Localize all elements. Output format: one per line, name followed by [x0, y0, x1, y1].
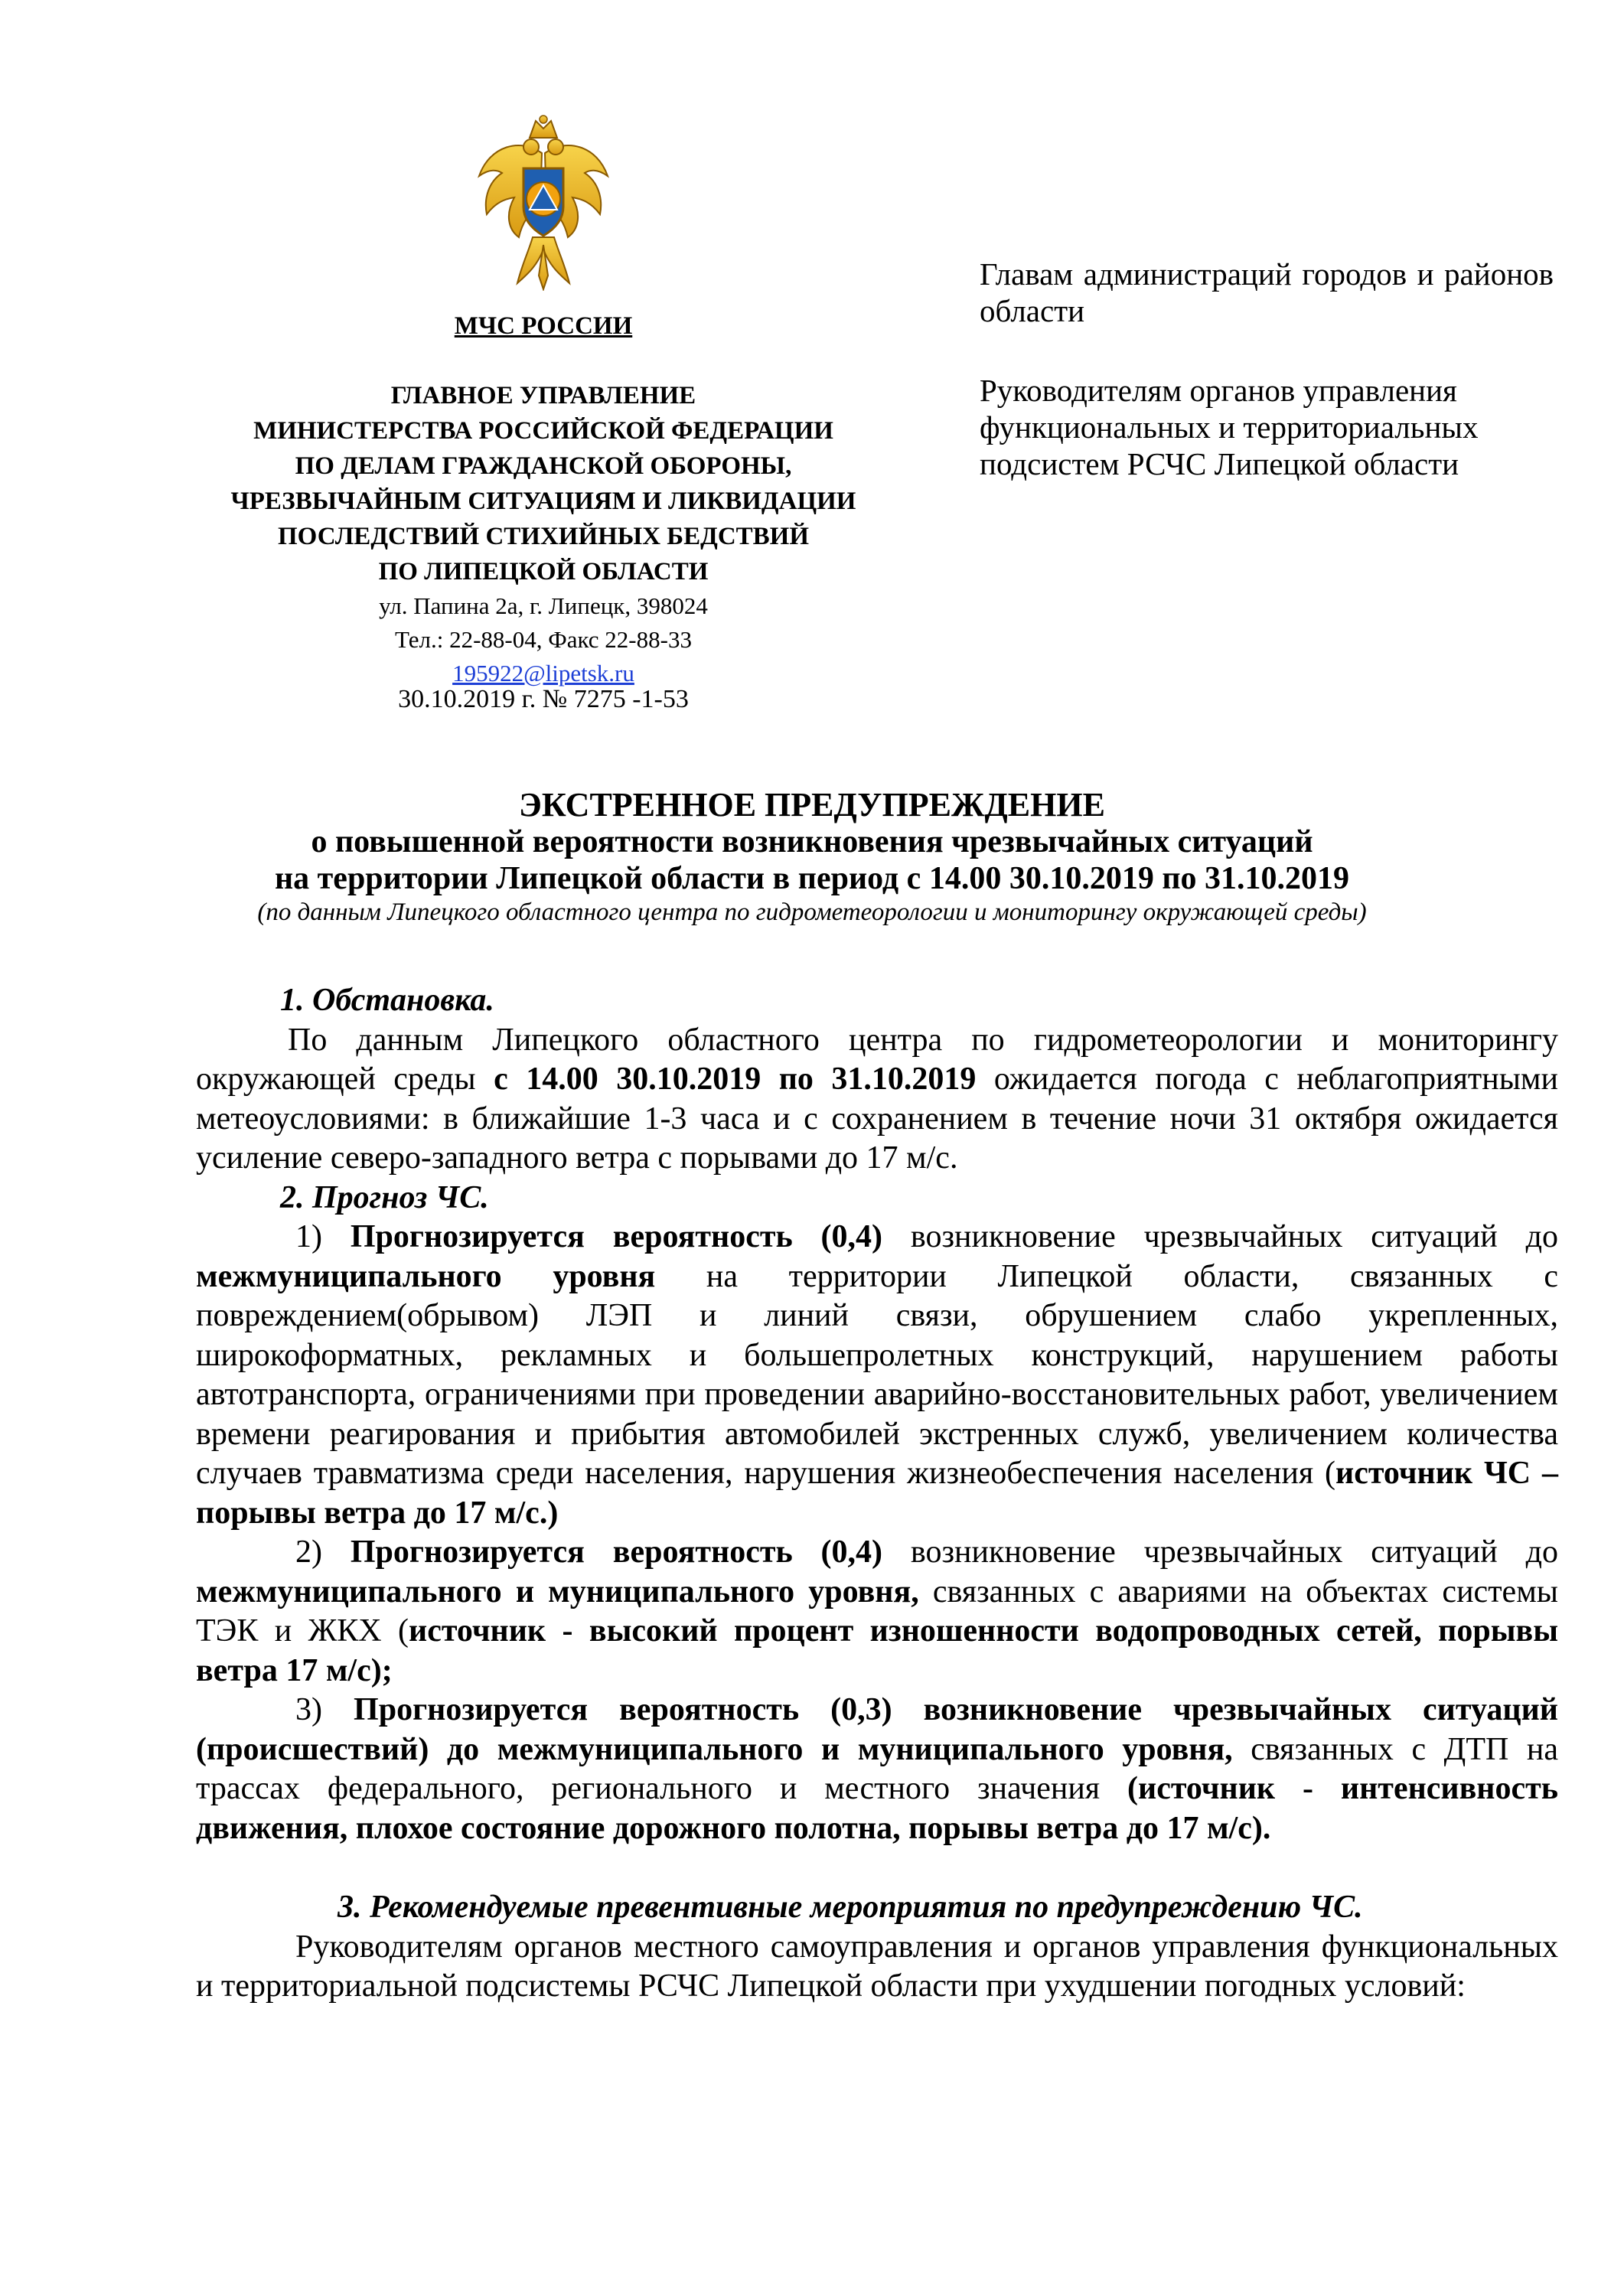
letterhead-line: ПО ДЕЛАМ ГРАЖДАНСКОЙ ОБОРОНЫ,	[295, 452, 792, 480]
letterhead-phone: Тел.: 22-88-04, Факс 22-88-33	[395, 626, 692, 653]
bold-span: межмуниципального и муниципального уровня,	[196, 1574, 919, 1609]
document-date-number: 30.10.2019 г. № 7275 -1-53	[398, 685, 689, 713]
text-span: 1)	[295, 1219, 351, 1254]
bold-span: с 14.00 30.10.2019 по 31.10.2019	[494, 1062, 977, 1097]
addressee-managers: Руководителям органов управления функциональных и территориальных подсистем РСЧС Липецкой области	[980, 373, 1479, 481]
document-body	[196, 981, 1558, 2007]
title-line-2: на территории Липецкой области в период с 14.00 30.10.2019 по 31.10.2019	[274, 861, 1350, 896]
text-span: По данным Липецкого областного центра по гидрометеорологии и мониторингу окружающей среды	[196, 1022, 1558, 1097]
section3-heading: 3. Рекомендуемые превентивные мероприятия по предупреждению ЧС.	[338, 1890, 1363, 1925]
mchs-emblem-icon	[474, 115, 612, 291]
text-span: 3)	[295, 1692, 354, 1727]
text-span: 2)	[295, 1534, 351, 1570]
email-link[interactable]: 195922@lipetsk.ru	[452, 660, 634, 687]
bold-span: источник ЧС – порывы ветра до 17 м/с.)	[196, 1456, 1558, 1531]
section2-heading: 2. Прогноз ЧС.	[280, 1179, 489, 1215]
bold-span: источник - высокий процент изношенности водопроводных сетей, порывы ветра 17 м/с);	[196, 1613, 1558, 1688]
title-source: (по данным Липецкого областного центра по гидрометеорологии и мониторингу окружающей среды)	[257, 899, 1367, 926]
bold-span: Прогнозируется вероятность (0,4)	[350, 1534, 883, 1570]
section1-heading: 1. Обстановка.	[280, 983, 494, 1018]
forecast-item-1	[196, 1218, 1558, 1533]
title-line-1: о повышенной вероятности возникновения чрезвычайных ситуаций	[311, 824, 1313, 859]
bold-span: Прогнозируется вероятность (0,3) возникновение чрезвычайных ситуаций (происшествий) до межмуниципального и муниципального уровня,	[196, 1692, 1558, 1767]
document-title: ЭКСТРЕННОЕ ПРЕДУПРЕЖДЕНИЕ	[519, 786, 1105, 823]
section1-paragraph	[196, 1021, 1558, 1179]
forecast-item-3	[196, 1691, 1558, 1848]
letterhead-line: ПО ЛИПЕЦКОЙ ОБЛАСТИ	[378, 558, 709, 585]
letterhead-address: ул. Папина 2а, г. Липецк, 398024	[379, 592, 708, 619]
letterhead-block	[176, 378, 911, 690]
letterhead-line: ГЛАВНОЕ УПРАВЛЕНИЕ	[390, 382, 696, 409]
letterhead-line: ЧРЕЗВЫЧАЙНЫМ СИТУАЦИЯМ И ЛИКВИДАЦИИ	[230, 488, 856, 515]
bold-span: Прогнозируется вероятность (0,4)	[350, 1219, 883, 1254]
bold-span: (источник - интенсивность движения, плохое состояние дорожного полотна, порывы ветра до 17 м/с).	[196, 1771, 1558, 1846]
text-span: связанных с авариями на объектах системы ТЭК и ЖКХ (	[196, 1574, 1558, 1649]
letterhead-line: ПОСЛЕДСТВИЙ СТИХИЙНЫХ БЕДСТВИЙ	[277, 523, 810, 550]
section3-paragraph: Руководителям органов местного самоуправления и органов управления функциональных и территориальной подсистемы РСЧС Липецкой области при ухудшении погодных условий:	[196, 1929, 1558, 2004]
addressee-heads: Главам администраций городов и районов области	[980, 256, 1554, 328]
text-span: возникновение чрезвычайных ситуаций до	[882, 1219, 1558, 1254]
forecast-item-2	[196, 1533, 1558, 1691]
agency-name: МЧС РОССИИ	[454, 312, 633, 340]
text-span: связанных с ДТП на трассах федерального, регионального и местного значения	[196, 1731, 1558, 1806]
letterhead-line: МИНИСТЕРСТВА РОССИЙСКОЙ ФЕДЕРАЦИИ	[253, 417, 833, 445]
text-span: возникновение чрезвычайных ситуаций до	[882, 1534, 1558, 1570]
text-span: на территории Липецкой области, связанных с повреждением(обрывом) ЛЭП и линий связи, обрушением слабо укрепленных, широкоформатных, рекламных и большепролетных конструкций, нарушением работы автотранспорта, ограничениями при проведении аварийно-восстановительных работ, увеличением времени реагирования и прибытия автомобилей экстренных служб, увеличением количества случаев травматизма среди населения, нарушения жизнеобеспечения населения (	[196, 1258, 1558, 1491]
bold-span: межмуниципального уровня	[196, 1258, 656, 1294]
document-title-block	[115, 787, 1509, 928]
text-span: ожидается погода с неблагоприятными метеоусловиями: в ближайшие 1-3 часа и с сохранением в течение ночи 31 октября ожидается усиление северо-западного ветра с порывами до 17 м/с.	[196, 1062, 1558, 1176]
